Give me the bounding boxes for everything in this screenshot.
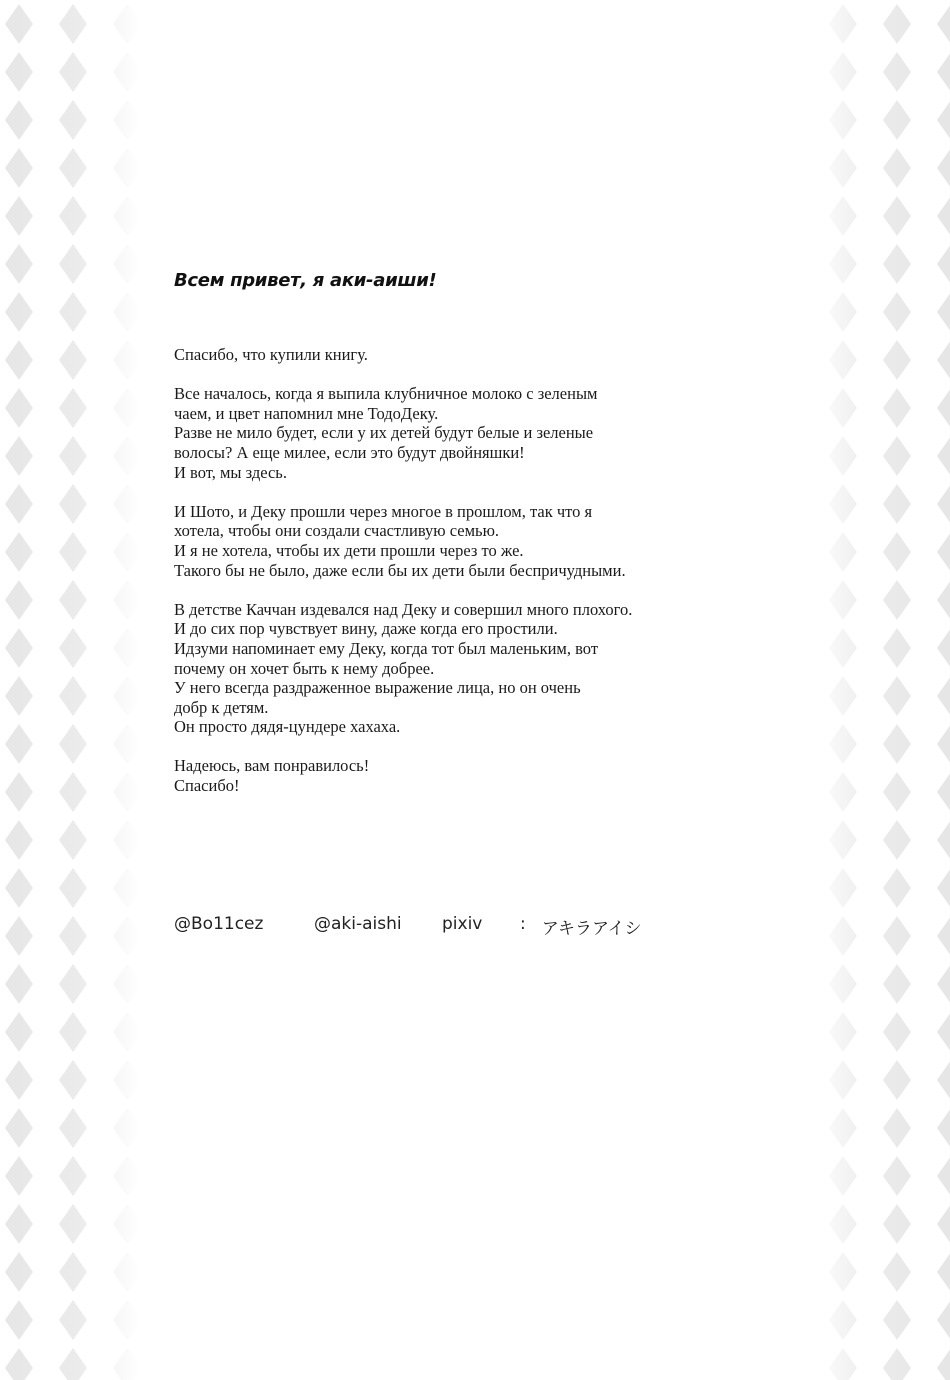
right-diamond-border [810, 0, 950, 1380]
author-twitter-handle: @aki-aishi [314, 914, 402, 934]
paragraph-closing: Надеюсь, вам понравилось! Спасибо! [174, 756, 370, 796]
pixiv-separator: : [520, 914, 526, 934]
author-links [174, 914, 642, 939]
right-diamond-pattern [810, 0, 950, 1380]
translator-handle: @Bo11cez [174, 914, 264, 934]
left-diamond-pattern [0, 0, 140, 1380]
pixiv-label: pixiv [442, 914, 483, 934]
paragraph-thanks: Спасибо, что купили книгу. [174, 345, 368, 364]
left-diamond-border [0, 0, 140, 1380]
paragraph-origin: Все началось, когда я выпила клубничное молоко с зеленым чаем, и цвет напомнил мне ТодоДеку. Разве не мило будет, если у их детей будут белые и зеленые волосы? А еще милее, если это будут двойняшки! И вот, мы здесь. [174, 384, 598, 482]
paragraph-family: И Шото, и Деку прошли через многое в прошлом, так что я хотела, чтобы они создали счастливую семью. И я не хотела, чтобы их дети прошли через то же. Такого бы не было, даже если бы их дети были беспричудными. [174, 501, 626, 580]
afterword-heading: Всем привет, я аки-аиши! [174, 270, 437, 291]
pixiv-name: アキラアイシ [541, 919, 642, 939]
paragraph-kacchan: В детстве Каччан издевался над Деку и совершил много плохого. И до сих пор чувствует вину, даже когда его простили. Идзуми напоминает ему Деку, когда тот был маленьким, вот почему он хочет быть к нему добрее. У него всегда раздраженное выражение лица, но он очень добр к детям. Он просто дядя-цундере хахаха. [174, 599, 633, 737]
afterword-content [174, 270, 774, 815]
